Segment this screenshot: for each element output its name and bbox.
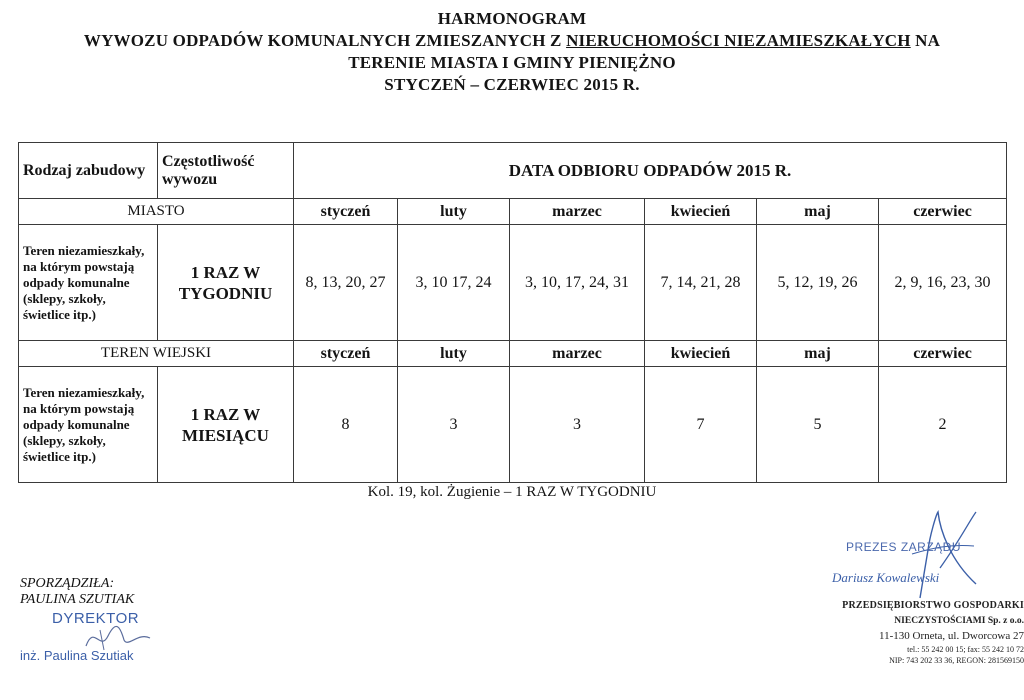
date-cell: 7, 14, 21, 28 [645,225,757,341]
month-label: luty [398,341,510,367]
date-cell: 8, 13, 20, 27 [294,225,398,341]
data-row-city [19,225,1007,341]
month-label: kwiecień [645,341,757,367]
title-line-1: HARMONOGRAM [437,9,587,28]
date-cell: 3, 10, 17, 24, 31 [510,225,645,341]
title-line-4: STYCZEŃ – CZERWIEC 2015 R. [384,75,640,94]
board-president-title: PREZES ZARZĄDU [846,540,962,554]
date-cell: 3 [398,367,510,483]
col-header-pickup-dates: DATA ODBIORU ODPADÓW 2015 R. [294,143,1007,199]
director-stamp-title: DYREKTOR [52,610,140,627]
title-underlined-phrase: NIERUCHOMOŚCI NIEZAMIESZKAŁYCH [566,31,911,50]
board-president-name: Dariusz Kowalewski [832,570,940,585]
prepared-by-name: PAULINA SZUTIAK [20,592,135,607]
date-cell: 5, 12, 19, 26 [757,225,879,341]
date-cell: 3 [510,367,645,483]
month-label: kwiecień [645,199,757,225]
schedule-table [18,142,1007,483]
date-cell: 5 [757,367,879,483]
company-address: 11-130 Orneta, ul. Dworcowa 27 [879,630,1024,642]
director-stamp [20,608,180,668]
signature-scribble-right [800,510,1024,600]
section-label-rural: TEREN WIEJSKI [19,341,294,367]
title-line-2 [0,30,1024,52]
header-row [19,143,1007,199]
section-row-rural [19,341,1007,367]
row-frequency: 1 RAZ W TYGODNIU [158,225,294,341]
month-label: marzec [510,199,645,225]
month-label: luty [398,199,510,225]
col-header-building-type: Rodzaj zabudowy [19,143,158,199]
company-name-line-2: NIECZYSTOŚCIAMI Sp. z o.o. [894,616,1024,626]
prepared-by [20,576,134,608]
date-cell: 7 [645,367,757,483]
date-cell: 2, 9, 16, 23, 30 [879,225,1007,341]
section-label-city: MIASTO [19,199,294,225]
document-title [0,8,1024,96]
company-ids: NIP: 743 202 33 36, REGON: 281569150 [889,656,1024,665]
director-stamp-name: inż. Paulina Szutiak [20,648,134,663]
title-line-2-start: WYWOZU ODPADÓW KOMUNALNYCH ZMIESZANYCH Z [83,31,567,50]
data-row-rural [19,367,1007,483]
prepared-by-label: SPORZĄDZIŁA: [20,576,115,591]
row-frequency: 1 RAZ W MIESIĄCU [158,367,294,483]
section-row-city [19,199,1007,225]
month-label: czerwiec [879,341,1007,367]
row-description: Teren niezamieszkały, na którym powstają odpady komunalne (sklepy, szkoły, świetlice itp.) [19,367,158,483]
date-cell: 8 [294,367,398,483]
month-label: maj [757,199,879,225]
date-cell: 2 [879,367,1007,483]
title-line-3: TERENIE MIASTA I GMINY PIENIĘŻNO [348,53,676,72]
month-label: styczeń [294,341,398,367]
footnote: Kol. 19, kol. Żugienie – 1 RAZ W TYGODNIU [367,484,657,500]
month-label: styczeń [294,199,398,225]
row-description: Teren niezamieszkały, na którym powstają odpady komunalne (sklepy, szkoły, świetlice itp.) [19,225,158,341]
month-label: maj [757,341,879,367]
month-label: czerwiec [879,199,1007,225]
col-header-frequency: Częstotliwość wywozu [158,143,294,199]
company-phone: tel.: 55 242 00 15; fax: 55 242 10 72 [907,645,1024,654]
company-name-line-1: PRZEDSIĘBIORSTWO GOSPODARKI [842,600,1024,611]
month-label: marzec [510,341,645,367]
title-line-2-end: NA [910,31,941,50]
board-president-stamp [800,510,1024,695]
date-cell: 3, 10 17, 24 [398,225,510,341]
